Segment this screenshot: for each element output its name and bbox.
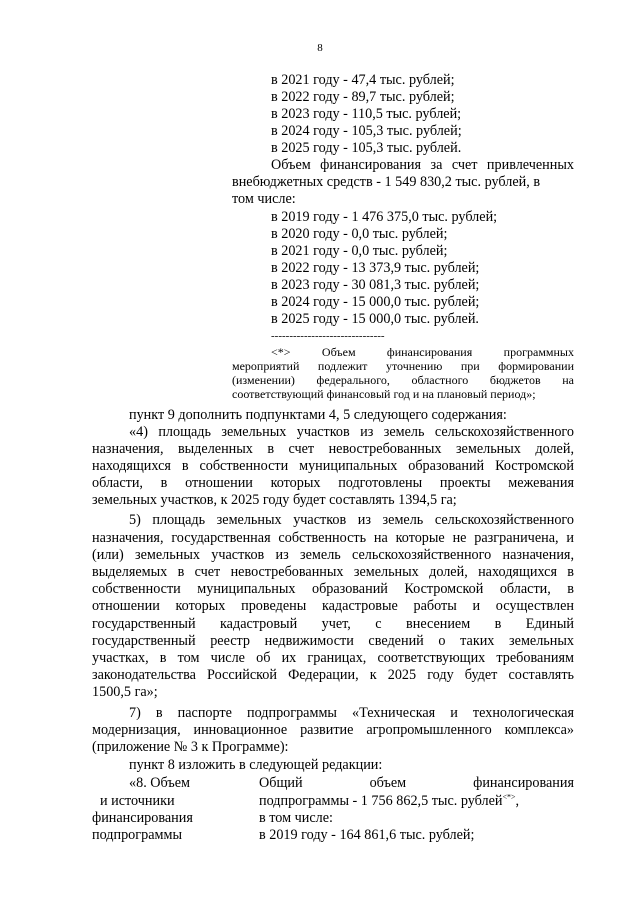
paragraph-line: 1500,5 га»; <box>92 684 158 700</box>
paragraph-line: «4) площадь земельных участков из земель сельскохозяйственного <box>129 424 574 440</box>
table-cell-right: подпрограммы - 1 756 862,5 тыс. рублей<*>, <box>259 792 520 809</box>
list-item: в 2019 году - 1 476 375,0 тыс. рублей; <box>271 209 498 225</box>
table-cell-right: в 2019 году - 164 861,6 тыс. рублей; <box>259 827 475 843</box>
paragraph-line: находящихся в собственности муниципальных образований Костромской <box>92 458 574 474</box>
paragraph-line: законодательства Российской Федерации, к 2025 году будет составлять <box>92 667 574 683</box>
page-number: 8 <box>317 42 323 54</box>
list-item: в 2025 году - 105,3 тыс. рублей. <box>271 140 462 156</box>
list-item: в 2021 году - 0,0 тыс. рублей; <box>271 243 448 259</box>
list-item: в 2023 году - 110,5 тыс. рублей; <box>271 106 462 122</box>
list-item: в 2021 году - 47,4 тыс. рублей; <box>271 72 455 88</box>
paragraph-line: земельных участков, к 2025 году будет составлять 1394,5 га; <box>92 492 457 508</box>
paragraph-line: Объем финансирования за счет привлеченных <box>271 157 574 173</box>
list-item: в 2022 году - 89,7 тыс. рублей; <box>271 89 455 105</box>
footnote-line: соответствующий финансовый год и на плановый период»; <box>232 387 536 401</box>
paragraph-line: пункт 9 дополнить подпунктами 4, 5 следующего содержания: <box>129 407 507 423</box>
paragraph-line: государственный кадастровый учет, с внесением в Единый <box>92 616 574 632</box>
list-item: в 2025 году - 15 000,0 тыс. рублей. <box>271 311 479 327</box>
table-cell-right: Общий объем финансирования <box>259 775 574 791</box>
footnote-separator: ------------------------------- <box>271 330 385 342</box>
table-cell-right: в том числе: <box>259 810 333 826</box>
paragraph-line: пункт 8 изложить в следующей редакции: <box>129 757 383 773</box>
paragraph-line: (приложение № 3 к Программе): <box>92 739 289 755</box>
paragraph-line: собственности муниципальных образований Костромской области, в <box>92 581 574 597</box>
paragraph-line: назначения, государственная собственность на которые не разграничена, и <box>92 530 574 546</box>
footnote-line: (изменении) федерального, областного бюджетов на <box>232 374 574 387</box>
paragraph-line: 5) площадь земельных участков из земель сельскохозяйственного <box>129 512 574 528</box>
paragraph-line: отношении которых проведены кадастровые работы и осуществлен <box>92 598 574 614</box>
paragraph-line: внебюджетных средств - 1 549 830,2 тыс. рублей, в <box>232 174 541 190</box>
list-item: в 2023 году - 30 081,3 тыс. рублей; <box>271 277 480 293</box>
list-item: в 2024 году - 105,3 тыс. рублей; <box>271 123 462 139</box>
table-cell-left: подпрограммы <box>92 827 182 843</box>
footnote-mark: <*> <box>502 792 516 802</box>
table-cell-left: «8. Объем <box>129 775 191 791</box>
table-cell-left: финансирования <box>92 810 193 826</box>
table-cell-left: и источники <box>100 793 175 809</box>
paragraph-line: 7) в паспорте подпрограммы «Техническая и технологическая <box>129 705 574 721</box>
paragraph-line: области, в отношении которых подготовлены проекты межевания <box>92 475 574 491</box>
footnote-line: мероприятий подлежит уточнению при формировании <box>232 360 574 373</box>
paragraph-line: модернизация, инновационное развитие агропромышленного комплекса» <box>92 722 574 738</box>
paragraph-line: участках, в том числе об их границах, соответствующих требованиям <box>92 650 574 666</box>
paragraph-line: выделяемых в счет невостребованных земельных долей, находящихся в <box>92 564 574 580</box>
paragraph-line: (или) земельных участков из земель сельскохозяйственного назначения, <box>92 547 574 563</box>
list-item: в 2020 году - 0,0 тыс. рублей; <box>271 226 448 242</box>
footnote-line: <*> Объем финансирования программных <box>271 346 574 359</box>
paragraph-line: государственный реестр недвижимости сведений о таких земельных <box>92 633 574 649</box>
list-item: в 2024 году - 15 000,0 тыс. рублей; <box>271 294 480 310</box>
list-item: в 2022 году - 13 373,9 тыс. рублей; <box>271 260 480 276</box>
paragraph-line: назначения, выделенных в счет невостребованных земельных долей, <box>92 441 574 457</box>
paragraph-line: том числе: <box>232 191 296 207</box>
